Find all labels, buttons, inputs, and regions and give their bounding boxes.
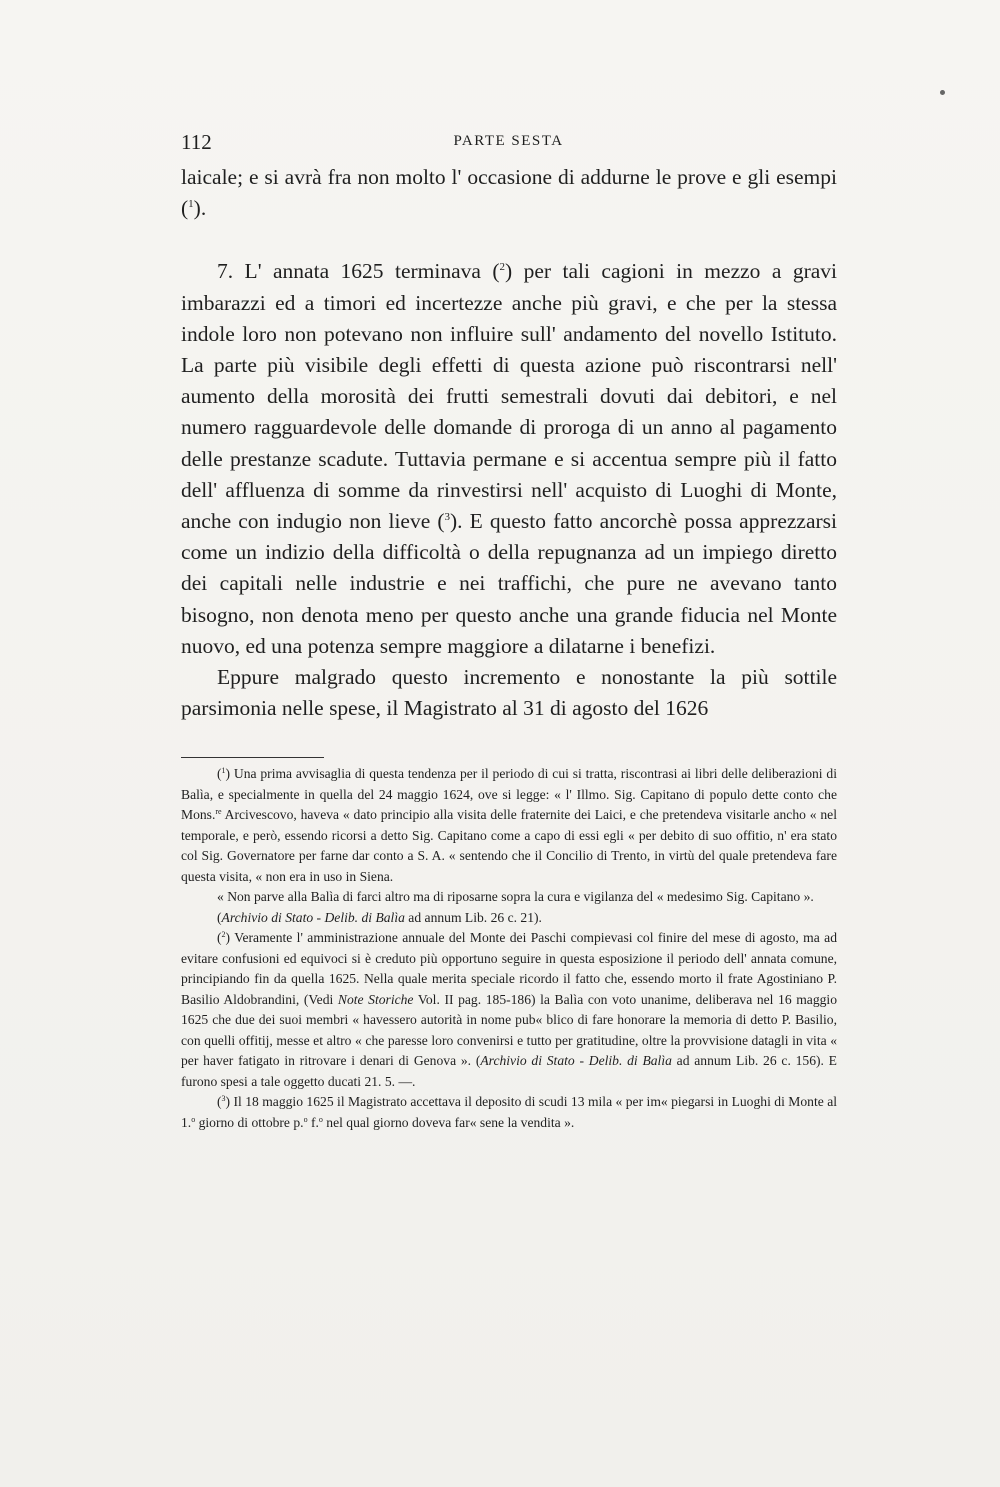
paragraph-2: 7. L' annata 1625 terminava ($^2$) per tali cagioni in mezzo a gravi imbarazzi ed a timori ed incertezze anche più gravi, e che per la stessa indole loro non potevano non influire sull' andamento del novello Istituto. La parte più visibile degli effetti di questa azione può riscontrarsi nell' aumento della morosità dei frutti semestrali dovuti dai debitori, e nel numero ragguardevole delle domande di proroga di un anno al pagamento delle prestanze scadute. Tuttavia permane e si accentua sempre più il fatto dell' affluenza di somme da rinvestirsi nell' acquisto di Luoghi di Monte, anche con indugio non lieve ($^3$). E questo fatto ancorchè possa apprezzarsi come un indizio della difficoltà o della repugnanza ad un impiego diretto dei capitali nelle industrie e nei traffichi, che pure ne avevano tanto bisogno, non denota meno per questo anche una grande fiducia nel Monte nuovo, ed una potenza sempre maggiore a dilatarne i benefizi.: [181, 259, 838, 658]
footnote-1-source: (Archivio di Stato - Delib. di Balìa ad annum Lib. 26 c. 21).: [217, 909, 542, 925]
footnote-1: ($^1$) Una prima avvisaglia di questa tendenza per il periodo di cui si tratta, riscontrasi ai libri delle deliberazioni di Balìa, e specialmente in quella del 24 maggio 1624, ove si legge: « l' Illmo. Sig. Capitano di populo dette conto che Mons.$^{re}$ Arcivescovo, haveva « dato principio alla visita delle fraternite dei Laici, e che pretendeva visitarle ancho « nel temporale, e però, essendo ricorsi a detto Sig. Capitano come a capo di essi egli « per debito di suo offitio, n' era stato col Sig. Governatore per farne dar conto a S. A. « sentendo che il Concilio di Trento, in virtù del quale pretendeva fare questa visita, « non era in uso in Siena.: [181, 766, 837, 884]
footnote-ref-1: 1: [188, 198, 194, 211]
footnote-ref-3: 3: [444, 511, 451, 524]
footnote-2: ($^2$) Veramente l' amministrazione annuale del Monte dei Paschi compievasi col finire del mese di agosto, ma ad evitare confusioni ed equivoci si è creduto più opportuno seguire in questa esposizione il periodo dell' annata comune, principiando fin da quella 1625. Nella quale merita speciale ricordo il fatto che, essendo morto il frate Agostiniano P. Basilio Aldobrandini, (Vedi Note Storiche Vol. II pag. 185-186) la Balìa con voto unanime, deliberava nel 16 maggio 1625 che due dei suoi membri « havessero autorità in nome pub« blico di fare honorare la memoria di detto P. Basilio, con quelli offitij, messe et altro « che paresse loro convenirsi e tutto per gratitudine, oltre la provvisione datagli in vita « per haver fatigato in ritrovare i denari di Genova ». (Archivio di Stato - Delib. di Balìa ad annum Lib. 26 c. 156). E furono spesi a tale oggetto ducati 21. 5. —.: [181, 930, 838, 1089]
ink-speck: [940, 90, 945, 95]
footnote-1-quote: « Non parve alla Balìa di farci altro ma di riposarne sopra la cura e vigilanza del « medesimo Sig. Capitano ».: [217, 889, 814, 904]
main-text: [181, 162, 837, 724]
footnote-rule: [181, 757, 324, 758]
footnote-3: ($^3$) Il 18 maggio 1625 il Magistrato accettava il deposito di scudi 13 mila « per im« piegarsi in Luoghi di Monte al 1.$^o$ giorno di ottobre p.$^o$ f.$^o$ nel qual giorno doveva far« sene la vendita ».: [181, 1094, 837, 1130]
paragraph-1: laicale; e si avrà fra non molto l' occasione di addurne le prove e gli esempi ($^1$).: [181, 165, 837, 221]
footnote-ref-2: 2: [499, 261, 506, 274]
page-header: [181, 130, 836, 154]
footnotes: [181, 764, 837, 1133]
running-head: PARTE SESTA: [453, 133, 564, 149]
paragraph-3: Eppure malgrado questo incremento e nonostante la più sottile parsimonia nelle spese, il Magistrato al 31 di agosto del 1626: [181, 665, 837, 721]
page-number: 112: [181, 130, 212, 154]
